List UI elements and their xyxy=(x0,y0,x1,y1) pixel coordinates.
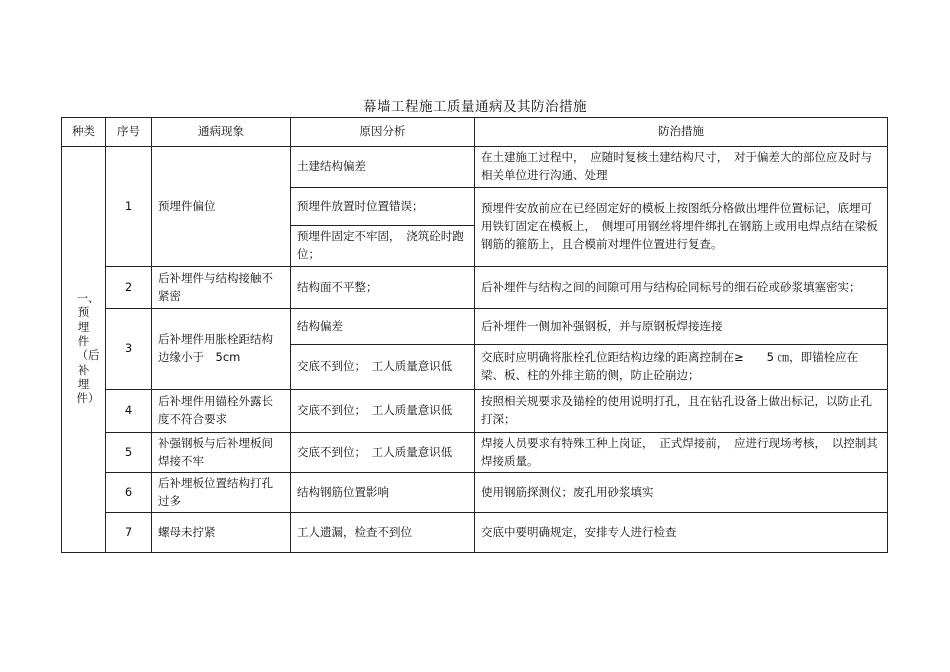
row-cause: 结构偏差 xyxy=(291,309,475,345)
row-cause: 土建结构偏差 xyxy=(291,147,475,188)
row-defect: 后补埋件用锚栓外露长度不符合要求 xyxy=(152,390,291,433)
row-measure: 交底中要明确规定，安排专人进行检查 xyxy=(475,513,888,553)
row-measure: 预埋件安放前应在已经固定好的模板上按图纸分格做出埋件位置标记，底埋可用铁钉固定在模板上， 侧埋可用钢丝将埋件绑扎在钢筋上或用电焊点结在梁板钢筋的箍筋上，且合模前对埋件位置进行复查。 xyxy=(475,188,888,267)
table-row xyxy=(62,433,888,473)
table-row xyxy=(62,473,888,513)
row-defect: 后补埋件与结构接触不紧密 xyxy=(152,267,291,309)
header-row xyxy=(62,118,888,147)
row-measure: 在土建施工过程中， 应随时复核土建结构尺寸， 对于偏差大的部位应及时与相关单位进行沟通、处理 xyxy=(475,147,888,188)
row-measure: 按照相关规要求及锚栓的使用说明打孔，且在钻孔设备上做出标记，以防止孔打深； xyxy=(475,390,888,433)
row-num: 4 xyxy=(106,390,152,433)
defects-table xyxy=(61,117,888,553)
row-cause: 结构面不平整； xyxy=(291,267,475,309)
row-measure: 焊接人员要求有特殊工种上岗证， 正式焊接前， 应进行现场考核， 以控制其焊接质量。 xyxy=(475,433,888,473)
table-row xyxy=(62,390,888,433)
row-defect: 螺母未拧紧 xyxy=(152,513,291,553)
row-num: 3 xyxy=(106,309,152,390)
table-row xyxy=(62,309,888,345)
row-defect: 补强钢板与后补埋板间焊接不牢 xyxy=(152,433,291,473)
table-row xyxy=(62,267,888,309)
header-cause: 原因分析 xyxy=(291,118,475,147)
row-defect: 预埋件偏位 xyxy=(152,147,291,267)
header-measure: 防治措施 xyxy=(475,118,888,147)
category-cell xyxy=(62,147,106,553)
row-measure: 后补埋件一侧加补强钢板，并与原钢板焊接连接 xyxy=(475,309,888,345)
row-cause: 工人遗漏，检查不到位 xyxy=(291,513,475,553)
category-label: 一、预埋件（后补埋件） xyxy=(76,290,100,406)
row-num: 5 xyxy=(106,433,152,473)
row-measure: 使用钢筋探测仪；废孔用砂浆填实 xyxy=(475,473,888,513)
row-measure: 交底时应明确将胀栓孔位距结构边缘的距离控制在≥ 5 ㎝，即锚栓应在梁、板、柱的外排主筋的侧，防止砼崩边； xyxy=(475,345,888,390)
table-row xyxy=(62,513,888,553)
row-defect: 后补埋板位置结构打孔过多 xyxy=(152,473,291,513)
row-cause: 预埋件放置时位置错误； xyxy=(291,188,475,226)
row-num: 7 xyxy=(106,513,152,553)
row-defect: 后补埋件用胀栓距结构边缘小于 5cm xyxy=(152,309,291,390)
row-cause: 结构钢筋位置影响 xyxy=(291,473,475,513)
row-num: 2 xyxy=(106,267,152,309)
row-cause: 预埋件固定不牢固， 浇筑砼时跑位； xyxy=(291,226,475,267)
row-num: 1 xyxy=(106,147,152,267)
header-defect: 通病现象 xyxy=(152,118,291,147)
row-cause: 交底不到位； 工人质量意识低 xyxy=(291,433,475,473)
header-category: 种类 xyxy=(62,118,106,147)
row-num: 6 xyxy=(106,473,152,513)
table-row xyxy=(62,147,888,188)
row-measure: 后补埋件与结构之间的间隙可用与结构砼同标号的细石砼或砂浆填塞密实； xyxy=(475,267,888,309)
header-num: 序号 xyxy=(106,118,152,147)
row-cause: 交底不到位； 工人质量意识低 xyxy=(291,390,475,433)
document-title: 幕墙工程施工质量通病及其防治措施 xyxy=(363,99,587,115)
row-cause: 交底不到位； 工人质量意识低 xyxy=(291,345,475,390)
